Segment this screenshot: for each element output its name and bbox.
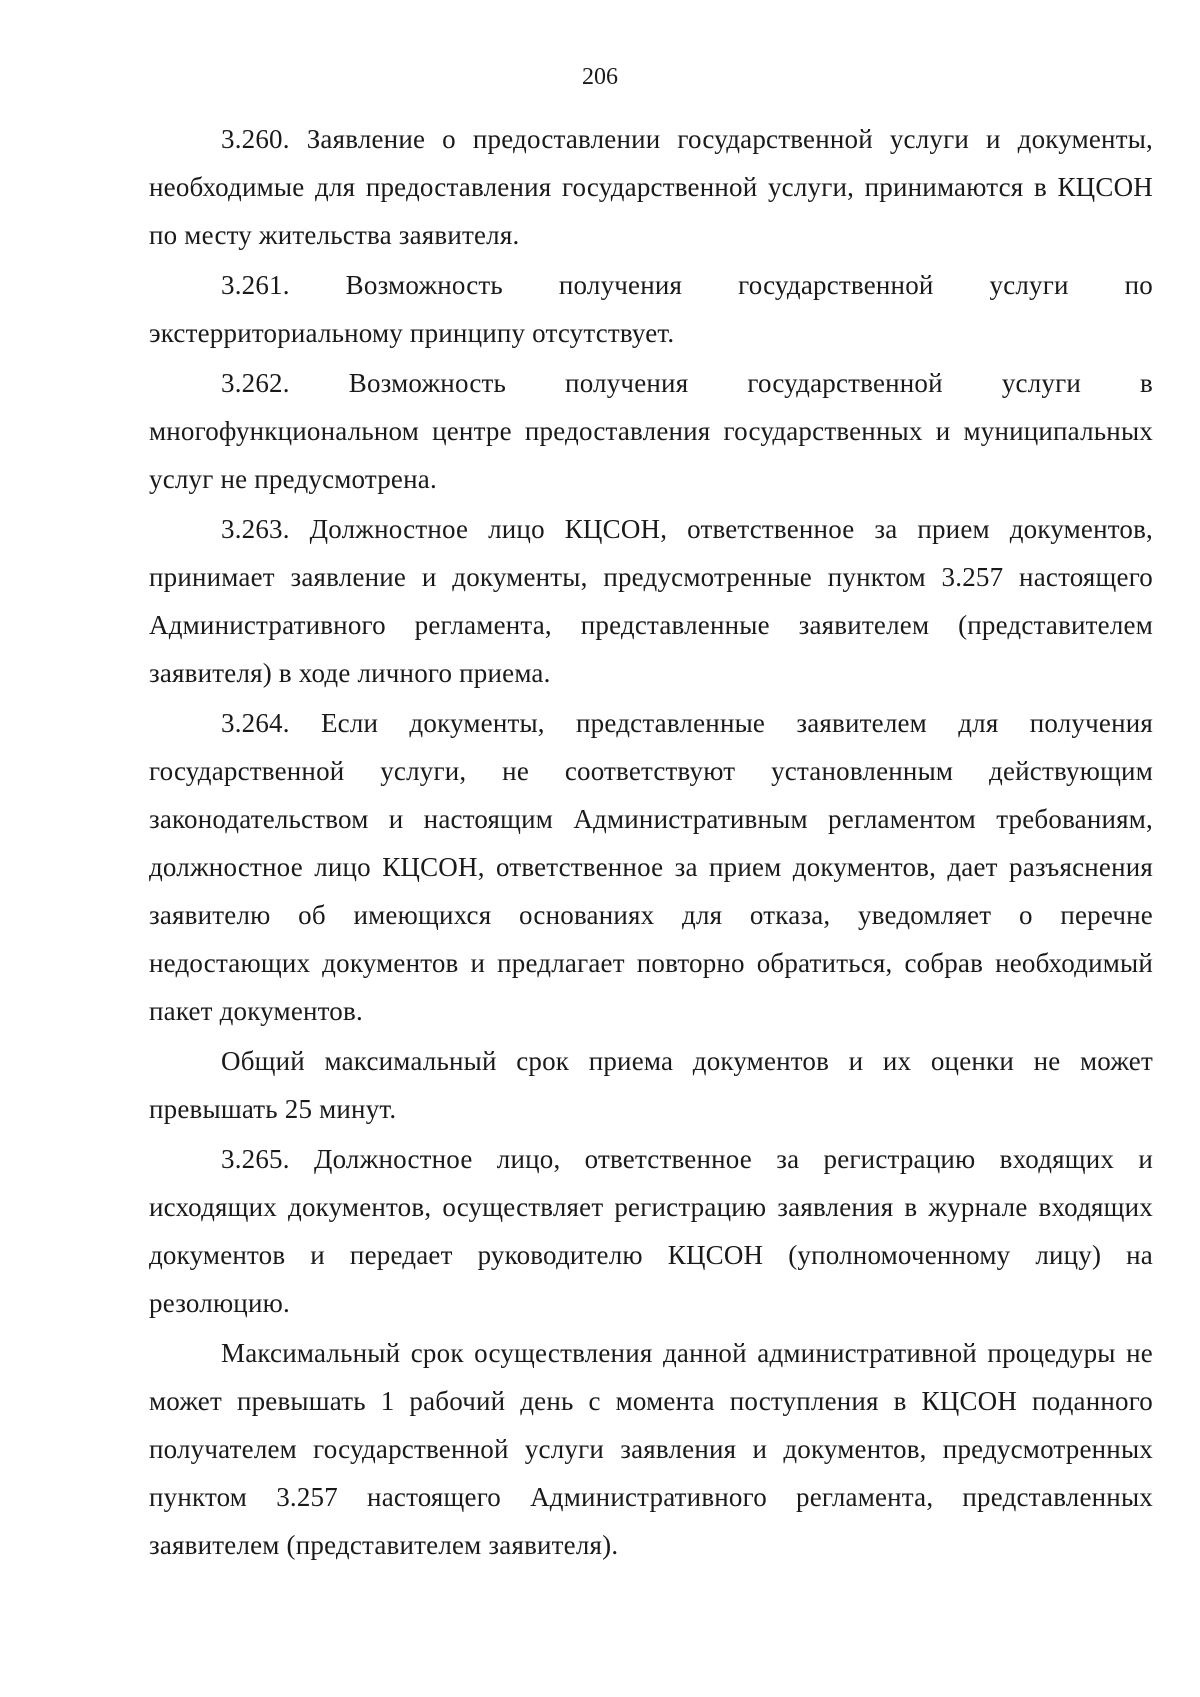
paragraph-3-262: 3.262. Возможность получения государственной услуги в многофункциональном центре предоставления государственных и муниципальных услуг не предусмотрена. [149,368,1153,494]
document-body [149,115,1153,1569]
paragraph-3-260: 3.260. Заявление о предоставлении государственной услуги и документы, необходимые для предоставления государственной услуги, принимаются в КЦСОН по месту жительства заявителя. [149,124,1153,250]
paragraph-time-limit-registration: Максимальный срок осуществления данной административной процедуры не может превышать 1 рабочий день с момента поступления в КЦСОН поданного получателем государственной услуги заявления и документов, предусмотренных пунктом 3.257 настоящего Административного регламента, представленных заявителем (представителем заявителя). [149,1338,1153,1560]
paragraph-3-265: 3.265. Должностное лицо, ответственное за регистрацию входящих и исходящих документов, осуществляет регистрацию заявления в журнале входящих документов и передает руководителю КЦСОН (уполномоченному лицу) на резолюцию. [149,1144,1153,1318]
page-number: 206 [582,64,618,90]
paragraph-3-264: 3.264. Если документы, представленные заявителем для получения государственной услуги, не соответствуют установленным действующим законодательством и настоящим Административным регламентом требованиям, должностное лицо КЦСОН, ответственное за прием документов, дает разъяснения заявителю об имеющихся основаниях для отказа, уведомляет о перечне недостающих документов и предлагает повторно обратиться, собрав необходимый пакет документов. [149,708,1153,1026]
paragraph-3-263: 3.263. Должностное лицо КЦСОН, ответственное за прием документов, принимает заявление и документы, предусмотренные пунктом 3.257 настоящего Административного регламента, представленные заявителем (представителем заявителя) в ходе личного приема. [149,514,1153,688]
paragraph-time-limit-intake: Общий максимальный срок приема документов и их оценки не может превышать 25 минут. [149,1046,1153,1124]
paragraph-3-261: 3.261. Возможность получения государственной услуги по экстерриториальному принципу отсутствует. [149,270,1153,348]
